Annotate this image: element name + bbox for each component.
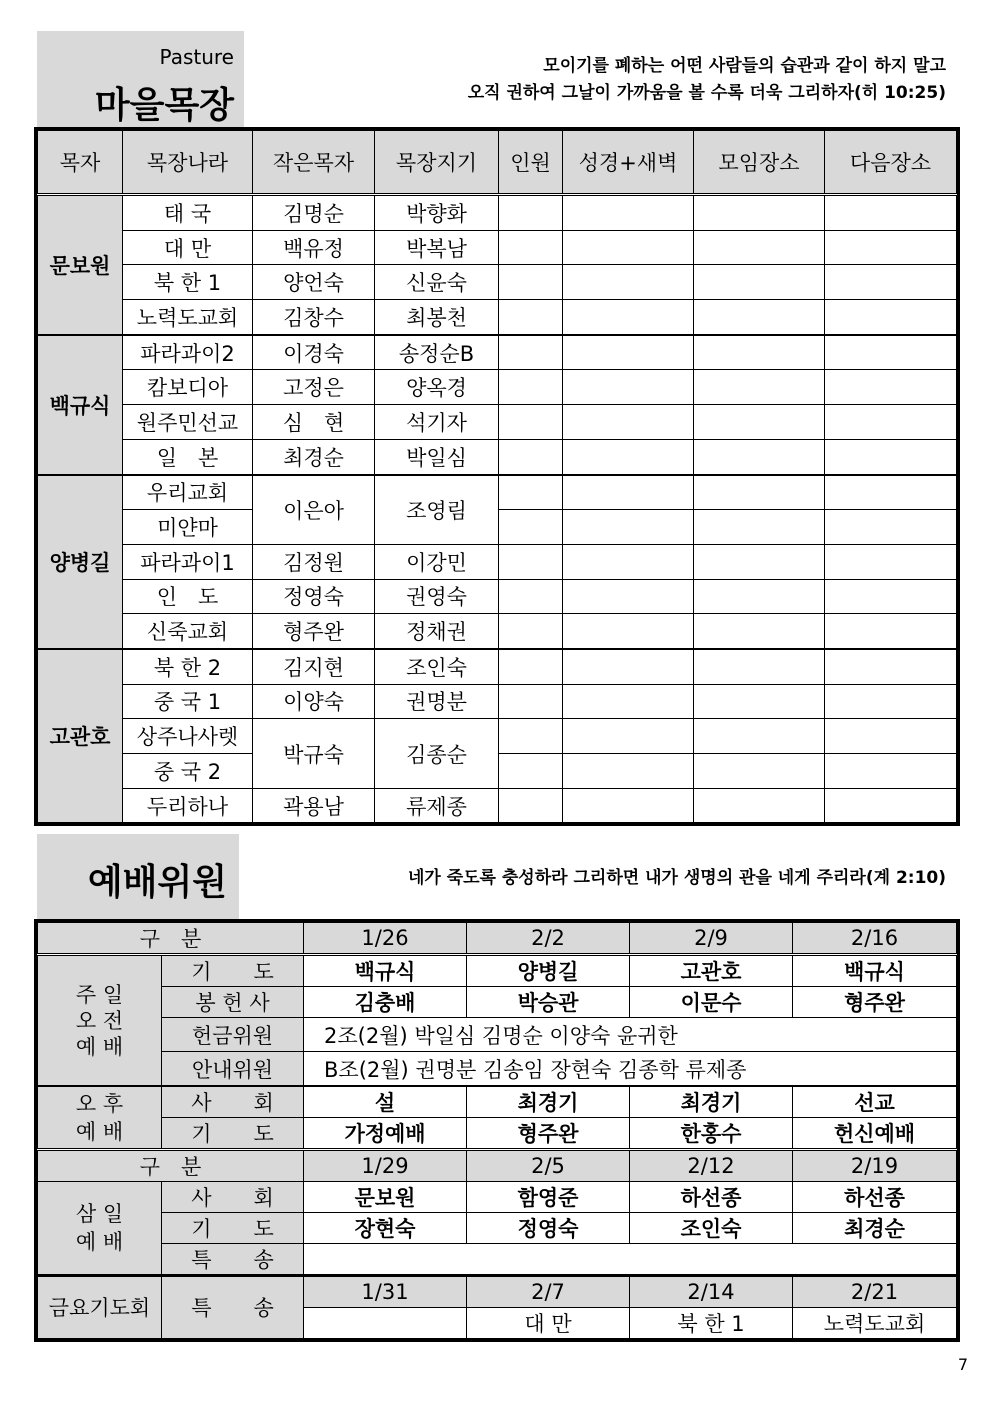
next-place-cell[interactable]: [825, 684, 957, 719]
col-header: 모임장소: [694, 131, 825, 195]
row-label: 봉 헌 사: [162, 987, 304, 1018]
row-label: 특 송: [162, 1276, 304, 1339]
keeper-cell: 조인숙: [375, 649, 499, 684]
row-label: 사 회: [162, 1182, 304, 1213]
small-leader-cell: 이경숙: [253, 335, 375, 370]
bible-cell[interactable]: [563, 230, 694, 265]
wed-label: [38, 1182, 162, 1276]
count-cell[interactable]: [499, 579, 563, 614]
small-leader-cell: 곽용남: [253, 788, 375, 823]
table-row: [38, 405, 957, 440]
small-leader-cell: 심 현: [253, 405, 375, 440]
row-label: 특 송: [162, 1244, 304, 1276]
leader-cell: 백규식: [38, 335, 123, 475]
bible-cell[interactable]: [563, 265, 694, 300]
value-cell: 가정예배: [304, 1118, 467, 1150]
value-cell: 박승관: [467, 987, 630, 1018]
count-cell[interactable]: [499, 614, 563, 649]
small-leader-cell: 김창수: [253, 300, 375, 335]
country-cell: 중 국 1: [123, 684, 253, 719]
date-cell: 1/29: [304, 1150, 467, 1182]
place-cell[interactable]: [694, 788, 825, 823]
date-cell: 2/12: [630, 1150, 793, 1182]
row-label: 기 도: [162, 1213, 304, 1244]
row-label: 기 도: [162, 1118, 304, 1150]
value-cell: 한홍수: [630, 1118, 793, 1150]
next-place-cell[interactable]: [825, 754, 957, 789]
value-cell: 장현숙: [304, 1213, 467, 1244]
keeper-cell: 정채권: [375, 614, 499, 649]
table-row: [38, 1182, 957, 1213]
next-place-cell[interactable]: [825, 230, 957, 265]
pasture-label-box: [37, 31, 244, 130]
country-cell: 우리교회: [123, 475, 253, 510]
sunday-am-label-text: 주 일 오 전 예 배: [75, 982, 124, 1059]
table-row: [38, 955, 957, 987]
place-cell[interactable]: [694, 475, 825, 510]
country-cell: 중 국 2: [123, 754, 253, 789]
worship-label-box: [37, 834, 239, 922]
table-row: [38, 987, 957, 1018]
value-cell: 고관호: [630, 955, 793, 987]
col-header: 성경+새벽: [563, 131, 694, 195]
small-leader-cell: 양언숙: [253, 265, 375, 300]
date-cell: 2/16: [793, 923, 957, 955]
next-place-cell[interactable]: [825, 439, 957, 474]
country-cell: 두리하나: [123, 788, 253, 823]
bible-cell[interactable]: [563, 510, 694, 545]
place-cell[interactable]: [694, 684, 825, 719]
next-place-cell[interactable]: [825, 614, 957, 649]
bible-cell[interactable]: [563, 370, 694, 405]
bible-cell[interactable]: [563, 475, 694, 510]
next-place-cell[interactable]: [825, 370, 957, 405]
table-row: [38, 300, 957, 335]
table-row: [38, 1213, 957, 1244]
country-cell: 일 본: [123, 439, 253, 474]
value-cell: 최경순: [793, 1213, 957, 1244]
col-header: 목장지기: [375, 131, 499, 195]
table-row: [38, 1276, 957, 1308]
small-leader-cell: 형주완: [253, 614, 375, 649]
value-cell: 선교: [793, 1086, 957, 1118]
bible-cell[interactable]: [563, 788, 694, 823]
count-cell[interactable]: [499, 439, 563, 474]
table-row: [38, 475, 957, 510]
table-row: [38, 335, 957, 370]
place-cell[interactable]: [694, 230, 825, 265]
worship-header: [37, 834, 956, 922]
bible-cell[interactable]: [563, 579, 694, 614]
small-leader-cell: 김지현: [253, 649, 375, 684]
bible-cell[interactable]: [563, 614, 694, 649]
row-label: 안내위원: [162, 1052, 304, 1087]
date-cell: 2/14: [630, 1276, 793, 1308]
row-label: 기 도: [162, 955, 304, 987]
keeper-cell: 김종순: [375, 719, 499, 788]
gubun-cell: 구 분: [38, 1150, 304, 1182]
value-cell: 최경기: [630, 1086, 793, 1118]
bible-cell[interactable]: [563, 649, 694, 684]
leader-cell: 양병길: [38, 475, 123, 649]
date-cell: 2/9: [630, 923, 793, 955]
value-cell: 양병길: [467, 955, 630, 987]
table-row: [38, 370, 957, 405]
country-cell: 캄보디아: [123, 370, 253, 405]
pasture-table: [37, 130, 957, 823]
small-leader-cell: 이양숙: [253, 684, 375, 719]
next-place-cell[interactable]: [825, 649, 957, 684]
value-cell: 대 만: [467, 1307, 630, 1338]
keeper-cell: 조영림: [375, 475, 499, 545]
date-cell: 2/19: [793, 1150, 957, 1182]
value-cell: 북 한 1: [630, 1307, 793, 1338]
small-leader-cell: 고정은: [253, 370, 375, 405]
row-label: 헌금위원: [162, 1018, 304, 1052]
worship-verse: 네가 죽도록 충성하라 그리하면 내가 생명의 관을 네게 주리라(계 2:10): [407, 868, 946, 888]
date-cell: 2/5: [467, 1150, 630, 1182]
country-cell: 노력도교회: [123, 300, 253, 335]
keeper-cell: 최봉천: [375, 300, 499, 335]
place-cell[interactable]: [694, 405, 825, 440]
pasture-verse: [468, 53, 946, 107]
count-cell[interactable]: [499, 788, 563, 823]
place-cell[interactable]: [694, 614, 825, 649]
small-leader-cell: 김정원: [253, 544, 375, 579]
leader-cell: 문보원: [38, 195, 123, 335]
value-cell: 정영숙: [467, 1213, 630, 1244]
country-cell: 파라과이1: [123, 544, 253, 579]
value-cell: 형주완: [793, 987, 957, 1018]
bible-cell[interactable]: [563, 754, 694, 789]
table-row: [38, 195, 957, 231]
date-cell: 2/7: [467, 1276, 630, 1308]
wed-special-cell[interactable]: [304, 1244, 957, 1276]
small-leader-cell: 최경순: [253, 439, 375, 474]
place-cell[interactable]: [694, 195, 825, 231]
sunday-pm-label-text: 오 후 예 배: [75, 1091, 124, 1144]
small-leader-cell: 이은아: [253, 475, 375, 545]
table-row: [38, 544, 957, 579]
count-cell[interactable]: [499, 754, 563, 789]
keeper-cell: 신윤숙: [375, 265, 499, 300]
pasture-verse-line2: 오직 권하여 그날이 가까움을 볼 수록 더욱 그리하자(히 10:25): [467, 83, 946, 103]
country-cell: 신죽교회: [123, 614, 253, 649]
place-cell[interactable]: [694, 439, 825, 474]
keeper-cell: 송정순B: [375, 335, 499, 370]
keeper-cell: 이강민: [375, 544, 499, 579]
gubun-cell: 구 분: [38, 923, 304, 955]
table-row: [38, 719, 957, 754]
keeper-cell: 석기자: [375, 405, 499, 440]
keeper-cell: 박향화: [375, 195, 499, 231]
value-cell: 백규식: [793, 955, 957, 987]
count-cell[interactable]: [499, 405, 563, 440]
small-leader-cell: 김명순: [253, 195, 375, 231]
value-cell: 조인숙: [630, 1213, 793, 1244]
place-cell[interactable]: [694, 579, 825, 614]
sunday-am-label: [38, 955, 162, 1087]
guide-committee: B조(2월) 권명분 김송임 장현숙 김종학 류제종: [304, 1052, 957, 1087]
count-cell[interactable]: [499, 510, 563, 545]
row-label: 사 회: [162, 1086, 304, 1118]
next-place-cell[interactable]: [825, 300, 957, 335]
next-place-cell[interactable]: [825, 335, 957, 370]
count-cell[interactable]: [499, 719, 563, 754]
table-row: [38, 1150, 957, 1182]
date-cell: 1/31: [304, 1276, 467, 1308]
bible-cell[interactable]: [563, 300, 694, 335]
pasture-label-en: Pasture: [159, 45, 234, 69]
table-row: [38, 265, 957, 300]
value-cell: 하선종: [793, 1182, 957, 1213]
sunday-pm-label: [38, 1086, 162, 1150]
value-cell: 노력도교회: [793, 1307, 957, 1338]
table-row: [38, 649, 957, 684]
table-row: [38, 923, 957, 955]
bible-cell[interactable]: [563, 439, 694, 474]
count-cell[interactable]: [499, 335, 563, 370]
worship-label: 예배위원: [87, 862, 227, 903]
table-row: [38, 1244, 957, 1276]
money-committee: 2조(2월) 박일심 김명순 이양숙 윤귀한: [304, 1018, 957, 1052]
small-leader-cell: 정영숙: [253, 579, 375, 614]
bible-cell[interactable]: [563, 544, 694, 579]
next-place-cell[interactable]: [825, 405, 957, 440]
table-row: [38, 230, 957, 265]
bible-cell[interactable]: [563, 405, 694, 440]
keeper-cell: 양옥경: [375, 370, 499, 405]
value-cell: 문보원: [304, 1182, 467, 1213]
value-cell: 설: [304, 1086, 467, 1118]
wed-label-text: 삼 일 예 배: [75, 1202, 124, 1254]
table-row: [38, 1018, 957, 1052]
bible-cell[interactable]: [563, 719, 694, 754]
country-cell: 미얀마: [123, 510, 253, 545]
table-row: [38, 439, 957, 474]
country-cell: 상주나사렛: [123, 719, 253, 754]
pasture-label-ko: 마을목장: [94, 85, 234, 126]
table-row: [38, 684, 957, 719]
pasture-verse-line1: 모이기를 폐하는 어떤 사람들의 습관과 같이 하지 말고: [543, 56, 946, 76]
place-cell[interactable]: [694, 754, 825, 789]
bible-cell[interactable]: [563, 195, 694, 231]
count-cell[interactable]: [499, 544, 563, 579]
value-cell: 헌신예배: [793, 1118, 957, 1150]
place-cell[interactable]: [694, 335, 825, 370]
date-cell: 2/21: [793, 1276, 957, 1308]
table-row: [38, 579, 957, 614]
next-place-cell[interactable]: [825, 788, 957, 823]
country-cell: 원주민선교: [123, 405, 253, 440]
bible-cell[interactable]: [563, 335, 694, 370]
worship-table: [37, 922, 957, 1339]
page-number: 7: [957, 1355, 968, 1374]
next-place-cell[interactable]: [825, 544, 957, 579]
date-cell: 1/26: [304, 923, 467, 955]
table-row: [38, 1052, 957, 1087]
col-header: 인원: [499, 131, 563, 195]
country-cell: 인 도: [123, 579, 253, 614]
count-cell[interactable]: [499, 195, 563, 231]
table-row: [38, 788, 957, 823]
col-header: 목자: [38, 131, 123, 195]
count-cell[interactable]: [499, 230, 563, 265]
keeper-cell: 권영숙: [375, 579, 499, 614]
col-header: 목장나라: [123, 131, 253, 195]
fri-label: 금요기도회: [38, 1276, 162, 1339]
place-cell[interactable]: [694, 510, 825, 545]
value-cell: 하선종: [630, 1182, 793, 1213]
count-cell[interactable]: [499, 649, 563, 684]
value-cell: 함영준: [467, 1182, 630, 1213]
date-cell: 2/2: [467, 923, 630, 955]
country-cell: 북 한 1: [123, 265, 253, 300]
small-leader-cell: 박규숙: [253, 719, 375, 788]
bible-cell[interactable]: [563, 684, 694, 719]
next-place-cell[interactable]: [825, 265, 957, 300]
value-cell: 이문수: [630, 987, 793, 1018]
country-cell: 파라과이2: [123, 335, 253, 370]
table-row: [38, 614, 957, 649]
next-place-cell[interactable]: [825, 475, 957, 510]
small-leader-cell: 백유정: [253, 230, 375, 265]
next-place-cell[interactable]: [825, 579, 957, 614]
count-cell[interactable]: [499, 300, 563, 335]
leader-cell: 고관호: [38, 649, 123, 823]
place-cell[interactable]: [694, 300, 825, 335]
value-cell: 최경기: [467, 1086, 630, 1118]
col-header: 작은목자: [253, 131, 375, 195]
place-cell[interactable]: [694, 265, 825, 300]
place-cell[interactable]: [694, 719, 825, 754]
value-cell: 김충배: [304, 987, 467, 1018]
table-row: [38, 1086, 957, 1118]
pasture-header: [37, 31, 956, 130]
count-cell[interactable]: [499, 370, 563, 405]
country-cell: 북 한 2: [123, 649, 253, 684]
value-cell: 백규식: [304, 955, 467, 987]
count-cell[interactable]: [499, 684, 563, 719]
place-cell[interactable]: [694, 370, 825, 405]
country-cell: 대 만: [123, 230, 253, 265]
keeper-cell: 박복남: [375, 230, 499, 265]
country-cell: 태 국: [123, 195, 253, 231]
col-header: 다음장소: [825, 131, 957, 195]
table-row: [38, 1118, 957, 1150]
next-place-cell[interactable]: [825, 195, 957, 231]
count-cell[interactable]: [499, 475, 563, 510]
next-place-cell[interactable]: [825, 719, 957, 754]
place-cell[interactable]: [694, 649, 825, 684]
value-cell: [304, 1307, 467, 1338]
keeper-cell: 류제종: [375, 788, 499, 823]
count-cell[interactable]: [499, 265, 563, 300]
pasture-header-row: [38, 131, 957, 195]
next-place-cell[interactable]: [825, 510, 957, 545]
place-cell[interactable]: [694, 544, 825, 579]
keeper-cell: 박일심: [375, 439, 499, 474]
keeper-cell: 권명분: [375, 684, 499, 719]
value-cell: 형주완: [467, 1118, 630, 1150]
